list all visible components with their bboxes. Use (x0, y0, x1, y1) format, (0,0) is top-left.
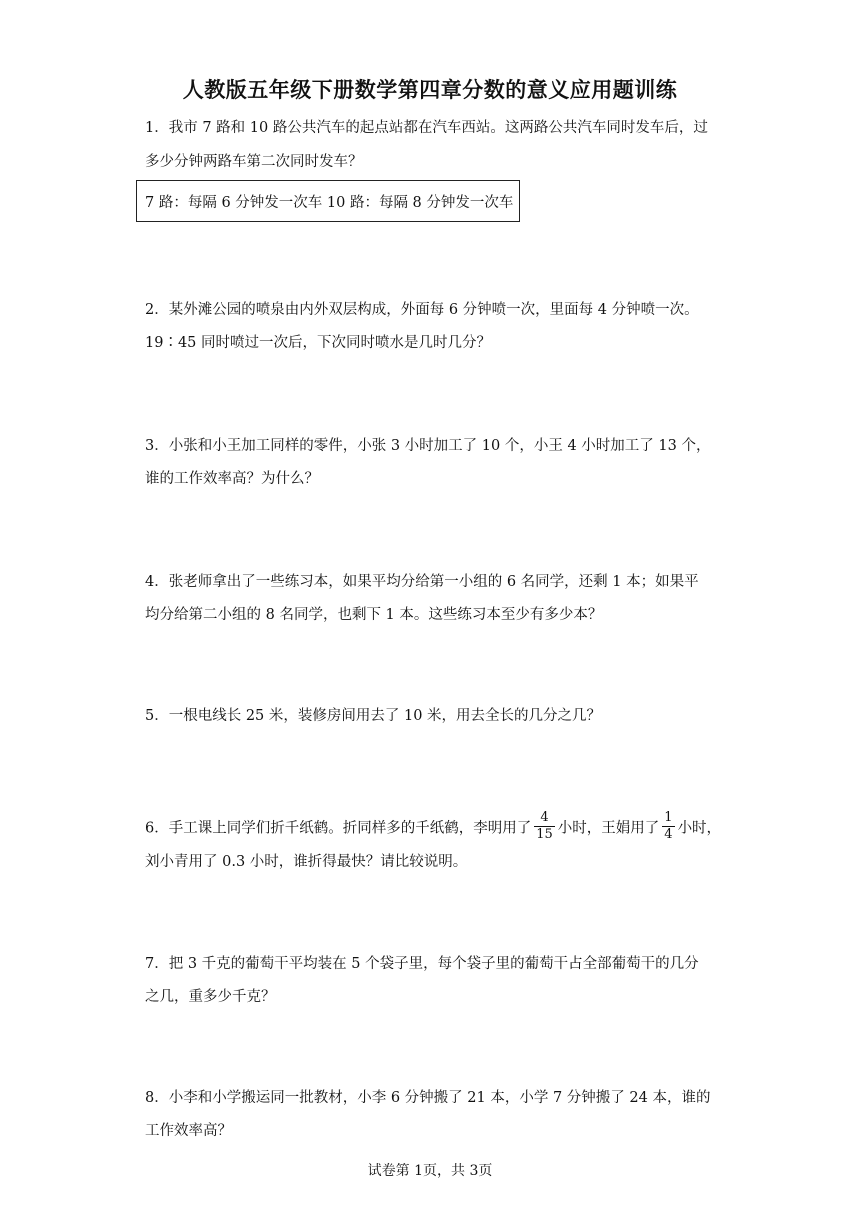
fraction-four-fifteenths (534, 810, 555, 843)
question-4-line-1: 4．张老师拿出了一些练习本，如果平均分给第一小组的 6 名同学，还剩 1 本；如果平 (145, 574, 699, 590)
question-8-line-1: 8．小李和小学搬运同一批教材，小李 6 分钟搬了 21 本，小学 7 分钟搬了 24 本，谁的 (145, 1090, 711, 1106)
page-title: 人教版五年级下册数学第四章分数的意义应用题训练 (182, 78, 678, 102)
question-1-line-1: 1．我市 7 路和 10 路公共汽车的起点站都在汽车西站。这两路公共汽车同时发车后，过 (145, 120, 708, 136)
question-1-hint-box (136, 180, 520, 222)
question-2-line-1: 2．某外滩公园的喷泉由内外双层构成，外面每 6 分钟喷一次，里面每 4 分钟喷一次。 (145, 302, 699, 318)
fraction-numerator: 4 (534, 810, 555, 827)
question-7-line-2: 之几，重多少千克？ (145, 989, 276, 1005)
question-6-line-1 (145, 812, 721, 845)
question-4-line-2: 均分给第二小组的 8 名同学，也剩下 1 本。这些练习本至少有多少本？ (145, 607, 603, 623)
question-6-line-2: 刘小青用了 0.3 小时，谁折得最快？请比较说明。 (145, 854, 468, 870)
question-3-line-2: 谁的工作效率高？为什么？ (145, 471, 319, 487)
fraction-numerator: 1 (664, 810, 673, 825)
question-6-text-part-3: 小时， (677, 820, 722, 837)
page-footer: 试卷第 1页，共 3页 (367, 1163, 493, 1179)
question-6-text-part-1: 6．手工课上同学们折千纸鹤。折同样多的千纸鹤，李明用了 (145, 820, 532, 837)
fraction-denominator: 15 (536, 827, 553, 842)
question-8-line-2: 工作效率高？ (145, 1123, 232, 1139)
question-1-line-2: 多少分钟两路车第二次同时发车？ (145, 154, 363, 170)
question-6-text-part-2: 小时，王娟用了 (557, 820, 660, 837)
question-1-hint-text: 7 路：每隔 6 分钟发一次车 10 路：每隔 8 分钟发一次车 (145, 195, 514, 211)
fraction-one-quarter (662, 810, 674, 843)
question-2-line-2: 19∶45 同时喷过一次后，下次同时喷水是几时几分？ (145, 335, 492, 351)
question-5-line-1: 5．一根电线长 25 米，装修房间用去了 10 米，用去全长的几分之几？ (145, 708, 602, 724)
question-3-line-1: 3．小张和小王加工同样的零件，小张 3 小时加工了 10 个，小王 4 小时加工了 13 个， (145, 438, 711, 454)
question-7-line-1: 7．把 3 千克的葡萄干平均装在 5 个袋子里，每个袋子里的葡萄干占全部葡萄干的几分 (145, 956, 699, 972)
fraction-denominator: 4 (664, 827, 673, 842)
